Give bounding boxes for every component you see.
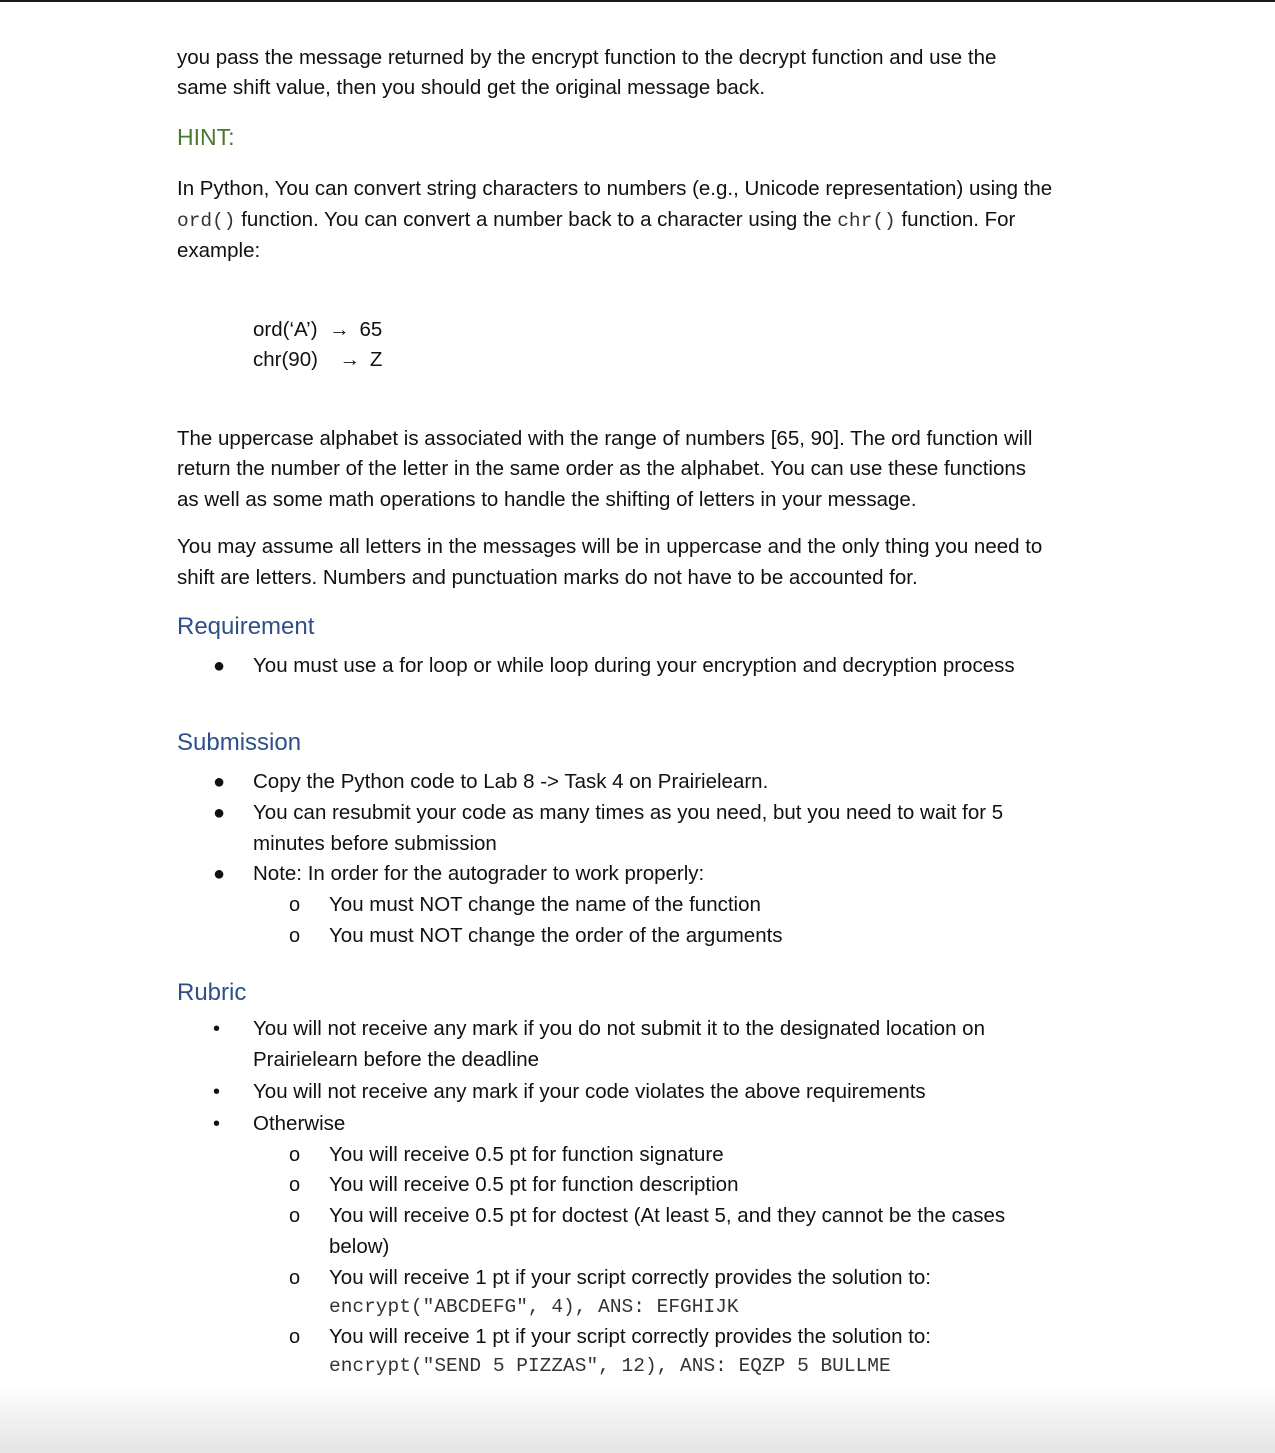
- rubric-sub-item-1: You will receive 0.5 pt for function signature: [329, 1143, 724, 1166]
- hint-paragraph-3-line-1: You may assume all letters in the messages will be in uppercase and the only thing you need to: [177, 535, 1043, 558]
- bullet-icon: •: [213, 1018, 221, 1040]
- hint-line-2-end: function. For: [895, 208, 1016, 231]
- hint-heading: HINT:: [177, 124, 235, 150]
- ord-code: ord(): [177, 210, 236, 232]
- rubric-heading: Rubric: [177, 979, 247, 1006]
- chr-code: chr(): [837, 210, 896, 232]
- arrow-right-icon: →: [329, 318, 350, 341]
- rubric-item-2: You will not receive any mark if your code violates the above requirements: [253, 1080, 926, 1103]
- submission-sub-item-2: You must NOT change the order of the arguments: [329, 924, 783, 947]
- rubric-sub-item-5-code: encrypt("SEND 5 PIZZAS", 12), ANS: EQZP 5 BULLME: [329, 1355, 891, 1377]
- submission-item-3: Note: In order for the autograder to work properly:: [253, 862, 705, 885]
- bullet-icon: ●: [213, 863, 226, 885]
- bullet-icon: ●: [213, 771, 226, 793]
- rubric-sub-item-4-line-1: You will receive 1 pt if your script correctly provides the solution to:: [329, 1266, 931, 1289]
- submission-item-2-line-1: You can resubmit your code as many times as you need, but you need to wait for 5: [253, 801, 1004, 824]
- hint-paragraph-1-line-2: [177, 205, 1015, 237]
- hint-paragraph-1-line-1: In Python, You can convert string characters to numbers (e.g., Unicode representation) using the: [177, 177, 1053, 200]
- sub-bullet-icon: o: [289, 1267, 301, 1289]
- submission-sub-item-1: You must NOT change the name of the function: [329, 893, 761, 916]
- sub-bullet-icon: o: [289, 894, 301, 916]
- example-chr: [253, 345, 382, 376]
- hint-paragraph-2-line-2: return the number of the letter in the same order as the alphabet. You can use these functions: [177, 457, 1027, 480]
- sub-bullet-icon: o: [289, 1174, 301, 1196]
- example-ord-call: ord(‘A’): [253, 318, 318, 341]
- rubric-item-1-line-2: Prairielearn before the deadline: [253, 1048, 540, 1071]
- sub-bullet-icon: o: [289, 1144, 301, 1166]
- bullet-icon: ●: [213, 802, 226, 824]
- hint-line-2-middle: function. You can convert a number back to a character using the: [235, 208, 838, 231]
- example-ord: [253, 315, 382, 346]
- example-ord-result: 65: [359, 318, 383, 341]
- arrow-right-icon: →: [339, 348, 361, 371]
- rubric-sub-item-5-line-1: You will receive 1 pt if your script correctly provides the solution to:: [329, 1325, 931, 1348]
- intro-line-1: you pass the message returned by the encrypt function to the decrypt function and use the: [177, 46, 997, 69]
- rubric-sub-item-2: You will receive 0.5 pt for function description: [329, 1173, 739, 1196]
- bullet-icon: ●: [213, 655, 226, 677]
- hint-paragraph-1-line-3: example:: [177, 239, 261, 262]
- rubric-item-3: Otherwise: [253, 1112, 346, 1135]
- bullet-icon: •: [213, 1113, 221, 1135]
- example-chr-call: chr(90): [253, 348, 318, 371]
- top-border: [0, 0, 1275, 2]
- rubric-sub-item-3-line-1: You will receive 0.5 pt for doctest (At least 5, and they cannot be the cases: [329, 1204, 1006, 1227]
- rubric-item-1-line-1: You will not receive any mark if you do not submit it to the designated location on: [253, 1017, 985, 1040]
- bullet-icon: •: [213, 1081, 221, 1103]
- rubric-sub-item-4-code: encrypt("ABCDEFG", 4), ANS: EFGHIJK: [329, 1296, 739, 1318]
- rubric-sub-item-3-line-2: below): [329, 1235, 390, 1258]
- intro-line-2: same shift value, then you should get the original message back.: [177, 76, 766, 99]
- submission-item-1: Copy the Python code to Lab 8 -> Task 4 on Prairielearn.: [253, 770, 769, 793]
- hint-paragraph-2-line-1: The uppercase alphabet is associated with the range of numbers [65, 90]. The ord function will: [177, 427, 1033, 450]
- hint-paragraph-2-line-3: as well as some math operations to handle the shifting of letters in your message.: [177, 488, 917, 511]
- requirement-heading: Requirement: [177, 613, 315, 640]
- example-chr-result: Z: [369, 348, 383, 371]
- submission-item-2-line-2: minutes before submission: [253, 832, 497, 855]
- sub-bullet-icon: o: [289, 1205, 301, 1227]
- hint-paragraph-3-line-2: shift are letters. Numbers and punctuation marks do not have to be accounted for.: [177, 566, 918, 589]
- bottom-shadow: [0, 1383, 1275, 1453]
- requirement-item: You must use a for loop or while loop during your encryption and decryption process: [253, 654, 1015, 677]
- sub-bullet-icon: o: [289, 1326, 301, 1348]
- sub-bullet-icon: o: [289, 925, 301, 947]
- submission-heading: Submission: [177, 729, 302, 756]
